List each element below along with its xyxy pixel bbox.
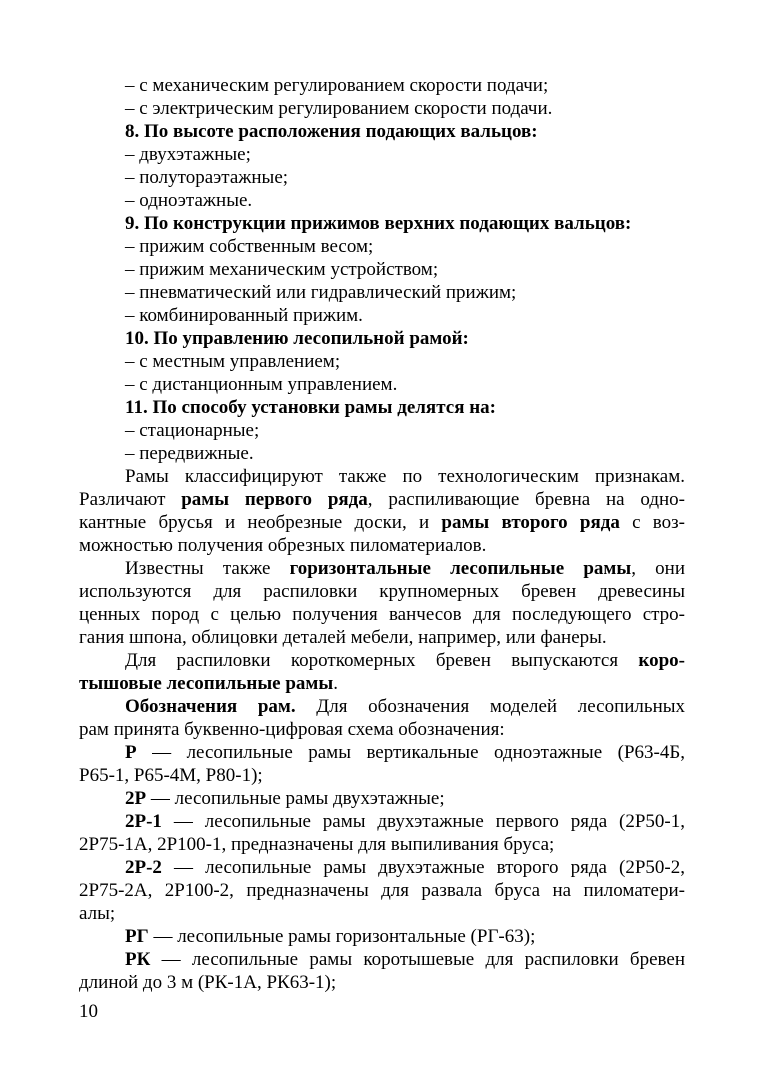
designation-rg bbox=[79, 925, 685, 948]
paragraph-line: тышовые лесопильные рамы. bbox=[79, 673, 338, 694]
bold-term: РГ bbox=[125, 926, 149, 947]
list-item: – одноэтажные. bbox=[125, 190, 253, 211]
paragraph-line: РГ — лесопильные рамы горизонтальные (РГ-63); bbox=[125, 926, 536, 947]
paragraph-line: Рамы классифицируют также по технологическим признакам. bbox=[125, 466, 685, 487]
paragraph-line: 2Р-1 — лесопильные рамы двухэтажные первого ряда (2Р50-1, bbox=[125, 811, 685, 832]
bold-term: коро- bbox=[638, 650, 685, 671]
paragraph-line: Известны также горизонтальные лесопильные рамы, они bbox=[125, 558, 685, 579]
paragraph-line: используются для распиловки крупномерных бревен древесины bbox=[79, 581, 685, 602]
bold-term: горизонтальные лесопильные рамы bbox=[289, 558, 632, 579]
list-item: – прижим собственным весом; bbox=[125, 236, 374, 257]
section-heading-11: 11. По способу установки рамы делятся на: bbox=[125, 397, 496, 418]
list-item: – с местным управлением; bbox=[125, 351, 341, 372]
bold-term: Обозначения рам. bbox=[125, 696, 296, 717]
list-item: – стационарные; bbox=[125, 420, 260, 441]
paragraph-line: Обозначения рам. Для обозначения моделей лесопильных bbox=[125, 696, 686, 717]
list-item: – двухэтажные; bbox=[125, 144, 251, 165]
paragraph-classification bbox=[79, 465, 685, 557]
bold-term: Р bbox=[125, 742, 137, 763]
section-heading-9: 9. По конструкции прижимов верхних подающих вальцов: bbox=[125, 213, 632, 234]
list-item: – комбинированный прижим. bbox=[125, 305, 363, 326]
designation-2p-2 bbox=[79, 856, 685, 925]
paragraph-line: можностью получения обрезных пиломатериалов. bbox=[79, 535, 487, 556]
paragraph-line: Р65-1, Р65-4М, Р80-1); bbox=[79, 765, 263, 786]
paragraph-line: 2Р-2 — лесопильные рамы двухэтажные второго ряда (2Р50-2, bbox=[125, 857, 685, 878]
paragraph-line: Р — лесопильные рамы вертикальные одноэтажные (Р63-4Б, bbox=[125, 742, 685, 763]
bold-term: рамы первого ряда bbox=[181, 489, 368, 510]
paragraph-line: кантные брусья и необрезные доски, и рамы второго ряда с воз- bbox=[79, 512, 685, 533]
page-number: 10 bbox=[79, 1001, 98, 1022]
paragraph-line: РК — лесопильные рамы коротышевые для распиловки бревен bbox=[125, 949, 685, 970]
list-item: – полутораэтажные; bbox=[125, 167, 289, 188]
paragraph-designations bbox=[79, 695, 685, 741]
list-item: – пневматический или гидравлический прижим; bbox=[125, 282, 517, 303]
bold-term: тышовые лесопильные рамы bbox=[79, 673, 334, 694]
paragraph-short-frames bbox=[79, 649, 685, 695]
paragraph-horizontal-frames bbox=[79, 557, 685, 649]
bold-term: РК bbox=[125, 949, 151, 970]
designation-p bbox=[79, 741, 685, 787]
paragraph-line: длиной до 3 м (РК-1А, РК63-1); bbox=[79, 972, 337, 993]
list-item: – с механическим регулированием скорости подачи; bbox=[125, 75, 549, 96]
list-item: – с электрическим регулированием скорости подачи. bbox=[125, 98, 553, 119]
bold-term: 2Р-1 bbox=[125, 811, 162, 832]
designation-2p-1 bbox=[79, 810, 685, 856]
paragraph-line: гания шпона, облицовки деталей мебели, например, или фанеры. bbox=[79, 627, 607, 648]
section-heading-8: 8. По высоте расположения подающих вальцов: bbox=[125, 121, 538, 142]
paragraph-line: алы; bbox=[79, 903, 116, 924]
list-item: – прижим механическим устройством; bbox=[125, 259, 439, 280]
designation-rk bbox=[79, 948, 685, 994]
page-body bbox=[79, 74, 685, 994]
paragraph-line: 2Р — лесопильные рамы двухэтажные; bbox=[125, 788, 445, 809]
paragraph-line: Для распиловки короткомерных бревен выпускаются коро- bbox=[125, 650, 685, 671]
designation-2p bbox=[79, 787, 685, 810]
bold-term: рамы второго ряда bbox=[441, 512, 620, 533]
paragraph-line: ценных пород с целью получения ванчесов для последующего стро- bbox=[79, 604, 685, 625]
list-item: – с дистанционным управлением. bbox=[125, 374, 398, 395]
section-heading-10: 10. По управлению лесопильной рамой: bbox=[125, 328, 469, 349]
paragraph-line: Различают рамы первого ряда, распиливающие бревна на одно- bbox=[79, 489, 686, 510]
bold-term: 2Р-2 bbox=[125, 857, 162, 878]
paragraph-line: 2Р75-1А, 2Р100-1, предназначены для выпиливания бруса; bbox=[79, 834, 555, 855]
paragraph-line: 2Р75-2А, 2Р100-2, предназначены для развала бруса на пиломатери- bbox=[79, 880, 685, 901]
bold-term: 2Р bbox=[125, 788, 147, 809]
list-item: – передвижные. bbox=[125, 443, 254, 464]
paragraph-line: рам принята буквенно-цифровая схема обозначения: bbox=[79, 719, 505, 740]
